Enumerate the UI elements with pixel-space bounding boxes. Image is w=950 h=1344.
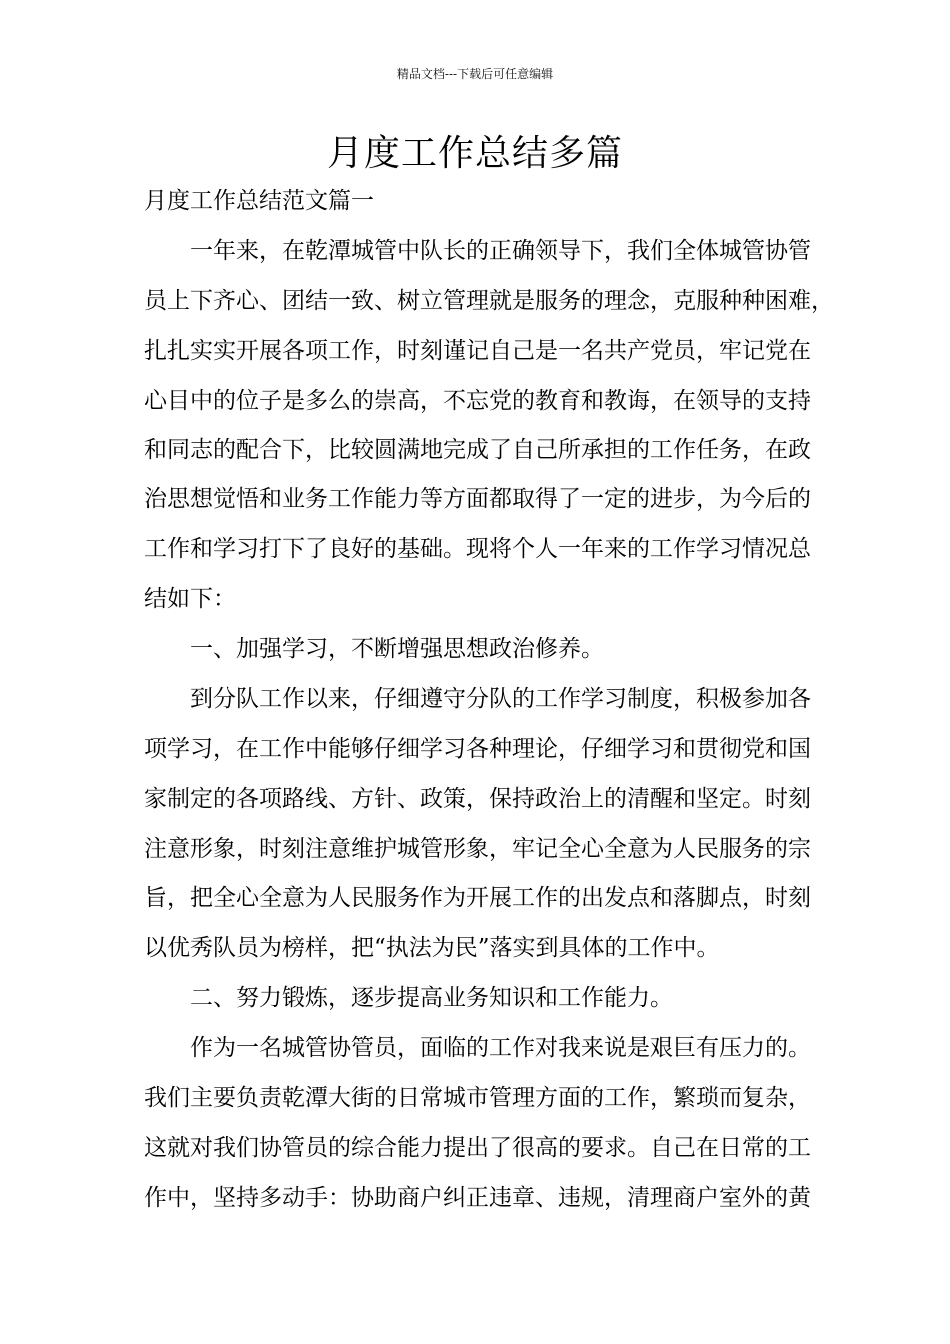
paragraph-line: 家制定的各项路线、方针、政策，保持政治上的清醒和坚定。时刻: [144, 786, 811, 812]
paragraph-line: 心目中的位子是多么的崇高，不忘党的教育和教诲，在领导的支持: [144, 388, 811, 414]
paragraph-line: 作为一名城管协管员，面临的工作对我来说是艰巨有压力的。: [190, 1035, 811, 1061]
paragraph-line: 以优秀队员为榜样，把“执法为民”落实到具体的工作中。: [144, 935, 720, 961]
paragraph-line: 到分队工作以来，仔细遵守分队的工作学习制度，积极参加各: [190, 686, 811, 712]
page-header-note: 精品文档---下载后可任意编辑: [396, 67, 554, 81]
paragraph-line: 扎扎实实开展各项工作，时刻谨记自己是一名共产党员，牢记党在: [144, 338, 811, 364]
document-title: 月度工作总结多篇: [326, 133, 623, 174]
paragraph-line: 一年来，在乾潭城管中队长的正确领导下，我们全体城管协管: [190, 238, 811, 264]
paragraph-line: 项学习，在工作中能够仔细学习各种理论，仔细学习和贯彻党和国: [144, 736, 811, 762]
paragraph-line: 这就对我们协管员的综合能力提出了很高的要求。自己在日常的工: [144, 1135, 811, 1161]
paragraph-line: 治思想觉悟和业务工作能力等方面都取得了一定的进步，为今后的: [144, 486, 811, 512]
paragraph-line: 结如下：: [144, 586, 236, 612]
paragraph-line: 旨，把全心全意为人民服务作为开展工作的出发点和落脚点，时刻: [144, 885, 811, 911]
paragraph-line: 作中，坚持多动手：协助商户纠正违章、违规，清理商户室外的黄: [144, 1185, 811, 1211]
paragraph-line: 员上下齐心、团结一致、树立管理就是服务的理念，克服种种困难，: [144, 288, 834, 314]
paragraph-line: 注意形象，时刻注意维护城管形象，牢记全心全意为人民服务的宗: [144, 836, 811, 862]
paragraph-line: 我们主要负责乾潭大街的日常城市管理方面的工作，繁琐而复杂，: [144, 1085, 811, 1111]
paragraph-line: 工作和学习打下了良好的基础。现将个人一年来的工作学习情况总: [144, 536, 811, 562]
subheading-two: 二、努力锻炼，逐步提高业务知识和工作能力。: [190, 985, 673, 1011]
subheading-one: 一、加强学习，不断增强思想政治修养。: [190, 636, 604, 662]
paragraph-line: 和同志的配合下，比较圆满地完成了自己所承担的工作任务，在政: [144, 437, 811, 463]
section-heading: 月度工作总结范文篇一: [144, 188, 374, 214]
